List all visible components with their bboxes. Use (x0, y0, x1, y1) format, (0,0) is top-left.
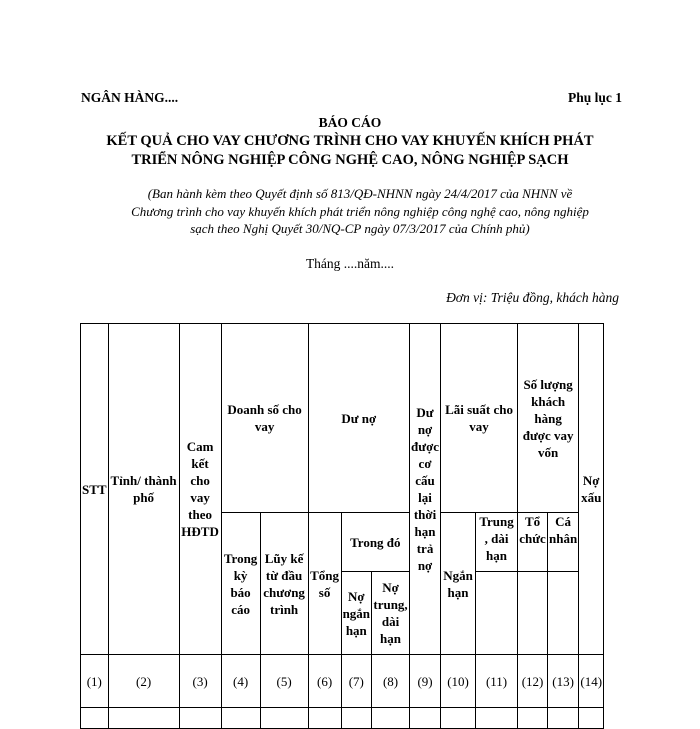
header-commitment: Cam kết cho vay theo HĐTD (179, 324, 221, 655)
decree-line-3: sạch theo Nghị Quyết 30/NQ-CP ngày 07/3/2017 của Chính phủ) (190, 221, 530, 236)
report-table (80, 323, 604, 729)
col-number: (9) (410, 655, 441, 708)
data-cell (81, 708, 109, 729)
header-individuals: Cá nhân (548, 513, 579, 572)
col-number: (7) (341, 655, 371, 708)
col-number: (14) (579, 655, 604, 708)
decree-line-1: (Ban hành kèm theo Quyết định số 813/QĐ-NHNN ngày 24/4/2017 của NHNN về (147, 186, 573, 201)
report-subtitle-line-2: TRIỂN NÔNG NGHIỆP CÔNG NGHỆ CAO, NÔNG NGHIỆP SẠCH (131, 152, 569, 168)
data-cell (410, 708, 441, 729)
header-medium-long: Nợ trung, dài hạn (372, 572, 410, 655)
header-outstanding: Dư nợ (308, 324, 409, 513)
header-stt: STT (81, 324, 109, 655)
col-number: (13) (548, 655, 579, 708)
col-number: (11) (476, 655, 518, 708)
header-outstanding-total: Tổng số (308, 513, 341, 655)
header-bad-debt: Nợ xấu (579, 324, 604, 655)
data-cell (260, 708, 308, 729)
header-interest-short: Ngắn hạn (441, 513, 476, 655)
data-cell (108, 708, 179, 729)
col-number: (2) (108, 655, 179, 708)
data-cell (579, 708, 604, 729)
header-interest: Lãi suất cho vay (441, 324, 518, 513)
header-interest-medium: Trung , dài hạn (476, 513, 518, 572)
header-customers: Số lượng khách hàng được vay vốn (518, 324, 579, 513)
data-cell (548, 708, 579, 729)
data-cell (341, 708, 371, 729)
report-title: BÁO CÁO (318, 115, 382, 130)
col-number: (12) (518, 655, 548, 708)
col-number: (5) (260, 655, 308, 708)
report-subtitle-line-1: KẾT QUẢ CHO VAY CHƯƠNG TRÌNH CHO VAY KHUYẾN KHÍCH PHÁT (106, 133, 594, 149)
header-province: Tỉnh/ thành phố (108, 324, 179, 655)
col-number: (3) (179, 655, 221, 708)
header-restructured: Dư nợ được cơ cấu lại thời hạn trả nợ (410, 324, 441, 655)
header-turnover-cumulative: Lũy kế từ đầu chương trình (260, 513, 308, 655)
decree-note (80, 185, 640, 238)
data-cell (518, 708, 548, 729)
header-turnover: Doanh số cho vay (221, 324, 308, 513)
data-cell (221, 708, 260, 729)
data-cell (179, 708, 221, 729)
col-number: (6) (308, 655, 341, 708)
data-cell (308, 708, 341, 729)
header-of-which: Trong đó (341, 513, 409, 572)
bank-name: NGÂN HÀNG.... (81, 90, 179, 105)
col-number: (10) (441, 655, 476, 708)
header-individuals-empty (548, 572, 579, 655)
header-organizations-empty (518, 572, 548, 655)
unit-note: Đơn vị: Triệu đồng, khách hàng (446, 290, 619, 305)
report-period: Tháng ....năm.... (305, 256, 395, 271)
col-number: (4) (221, 655, 260, 708)
header-organizations: Tổ chức (518, 513, 548, 572)
header-short-term: Nợ ngắn hạn (341, 572, 371, 655)
header-turnover-period: Trong kỳ báo cáo (221, 513, 260, 655)
col-number: (8) (372, 655, 410, 708)
data-cell (372, 708, 410, 729)
appendix-label: Phụ lục 1 (567, 90, 622, 105)
data-cell (476, 708, 518, 729)
data-cell (441, 708, 476, 729)
header-interest-medium-empty (476, 572, 518, 655)
decree-line-2: Chương trình cho vay khuyến khích phát triển nông nghiệp công nghệ cao, nông nghiệp (131, 203, 589, 219)
col-number: (1) (81, 655, 109, 708)
